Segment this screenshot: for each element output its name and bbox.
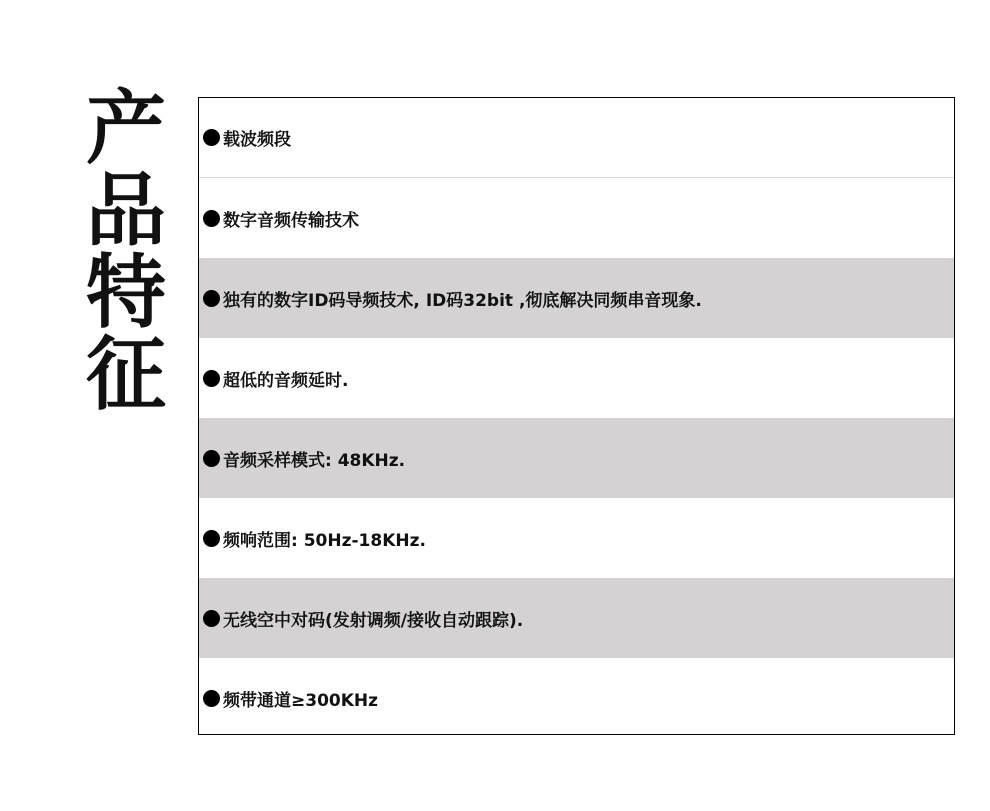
- feature-row: [199, 98, 954, 178]
- feature-row: [199, 658, 954, 735]
- bullet-icon: [203, 210, 220, 227]
- feature-text: 频带通道≥300KHz: [223, 690, 379, 711]
- bullet-icon: [203, 450, 220, 467]
- feature-text: 载波频段: [223, 130, 291, 150]
- feature-text: 音频采样模式: 48KHz.: [223, 450, 406, 471]
- feature-list: [198, 97, 955, 735]
- bullet-icon: [203, 370, 220, 387]
- bullet-icon: [203, 530, 220, 547]
- bullet-icon: [203, 610, 220, 627]
- feature-text: 数字音频传输技术: [223, 210, 359, 231]
- feature-row: [199, 178, 954, 258]
- bullet-icon: [203, 690, 220, 707]
- title-char: 特: [86, 246, 166, 339]
- feature-text: 频响范围: 50Hz-18KHz.: [223, 530, 426, 551]
- feature-row: [199, 578, 954, 658]
- feature-text: 超低的音频延时.: [223, 370, 349, 391]
- title-char: 品: [86, 164, 166, 257]
- product-features-title: [78, 82, 174, 421]
- feature-row: [199, 498, 954, 578]
- feature-row: [199, 258, 954, 338]
- feature-text: 独有的数字ID码导频技术, ID码32bit ,彻底解决同频串音现象.: [223, 290, 702, 311]
- title-char: 产: [86, 82, 166, 175]
- title-char: 征: [86, 328, 166, 421]
- feature-row: [199, 338, 954, 418]
- bullet-icon: [203, 290, 220, 307]
- bullet-icon: [203, 129, 220, 146]
- feature-row: [199, 418, 954, 498]
- feature-text: 无线空中对码(发射调频/接收自动跟踪).: [223, 610, 524, 631]
